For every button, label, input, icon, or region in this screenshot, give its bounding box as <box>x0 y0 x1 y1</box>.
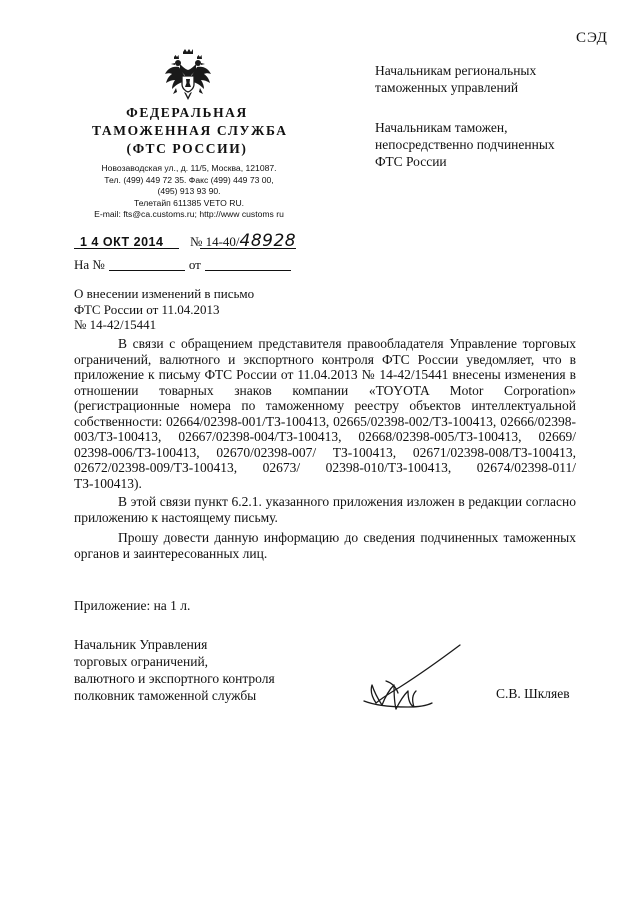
recipient-block <box>375 62 595 96</box>
recipient-line: Начальникам таможен, <box>375 120 508 135</box>
body-paragraph: В этой связи пункт 6.2.1. указанного приложения изложен в редакции согласно приложению к настоящему письму. <box>74 494 576 525</box>
sender-name-line: (ФТС РОССИИ) <box>126 141 248 156</box>
signer-position-line: полковник таможенной службы <box>74 688 257 703</box>
body-paragraph: Прошу довести данную информацию до сведения подчиненных таможенных органов и заинтересованных лиц. <box>74 530 576 561</box>
address-line: E-mail: fts@ca.customs.ru; http://www customs ru <box>94 209 284 219</box>
address-line: Телетайп 611385 VETO RU. <box>133 197 245 208</box>
signer-position-line: валютного и экспортного контроля <box>74 671 275 686</box>
letter-body <box>74 336 576 564</box>
sender-name-line: ФЕДЕРАЛЬНАЯ <box>126 105 248 120</box>
signer-name: С.В. Шкляев <box>496 686 570 701</box>
recipient-line: таможенных управлений <box>375 80 519 95</box>
subject-line: О внесении изменений в письмо <box>74 286 255 301</box>
subject-line: ФТС России от 11.04.2013 <box>74 301 220 317</box>
sender-name <box>92 104 288 158</box>
recipient-line: ФТС России <box>375 154 447 169</box>
signer-position-line: торговых ограничений, <box>74 654 209 669</box>
subject-line: № 14-42/15441 <box>74 317 157 332</box>
document-mark: СЭД <box>576 30 608 46</box>
signer-position <box>74 636 275 704</box>
coat-of-arms-icon <box>163 48 213 102</box>
reference-date-blank <box>205 258 291 271</box>
signer-position-line: Начальник Управления <box>74 637 208 652</box>
address-line: (495) 913 93 90. <box>157 186 221 196</box>
recipient-block <box>375 119 595 170</box>
registration-number-handwritten: 48928 <box>239 231 297 251</box>
registration-number-prefix: 14-40/ <box>205 234 240 249</box>
registration-date-underline <box>74 248 179 249</box>
body-paragraph: В связи с обращением представителя правообладателя Управление торговых ограничений, валютного и экспортного контроля ФТС России уведомляет, что в приложение к письму ФТС России от 11.04.2013 № 14-42/15441 внесены изменения в отношении товарных знаков компании «TOYOTA Motor Corporation» (регистрационные номера по таможенному реестру объектов интеллектуальной собственности: 02664/02398-001/ТЗ-100413, 02665/02398-002/ТЗ-100413, 02666/02398-003/ТЗ-100413, 02667/02398-004/ТЗ-100413, 02668/02398-005/ТЗ-100413, 02669/ 02398-006/ТЗ-100413, 02670/02398-007/ ТЗ-100413, 02671/02398-008/ТЗ-100413, 02672/02398-009/ТЗ-100413, 02673/ 02398-010/ТЗ-100413, 02674/02398-011/ ТЗ-100413). <box>74 336 576 491</box>
registration-number-label: № <box>189 234 203 249</box>
reference-number-blank <box>109 258 185 271</box>
registration-number-underline <box>200 248 296 249</box>
recipient-line: Начальникам региональных <box>375 63 537 78</box>
sender-name-line: ТАМОЖЕННАЯ СЛУЖБА <box>92 123 288 138</box>
reference-row <box>74 257 291 273</box>
handwritten-signature <box>356 643 464 715</box>
registration-date: 1 4 ОКТ 2014 <box>80 235 164 249</box>
reference-date-label: от <box>188 257 201 272</box>
appendix-note: Приложение: на 1 л. <box>74 598 191 613</box>
address-line: Тел. (499) 449 72 35. Факс (499) 449 73 00, <box>104 174 274 185</box>
reference-number-label: На № <box>74 257 105 272</box>
sender-address <box>80 163 298 221</box>
letter-subject <box>74 286 254 333</box>
recipient-line: непосредственно подчиненных <box>375 137 555 152</box>
address-line: Новозаводская ул., д. 11/5, Москва, 121087. <box>101 163 277 173</box>
